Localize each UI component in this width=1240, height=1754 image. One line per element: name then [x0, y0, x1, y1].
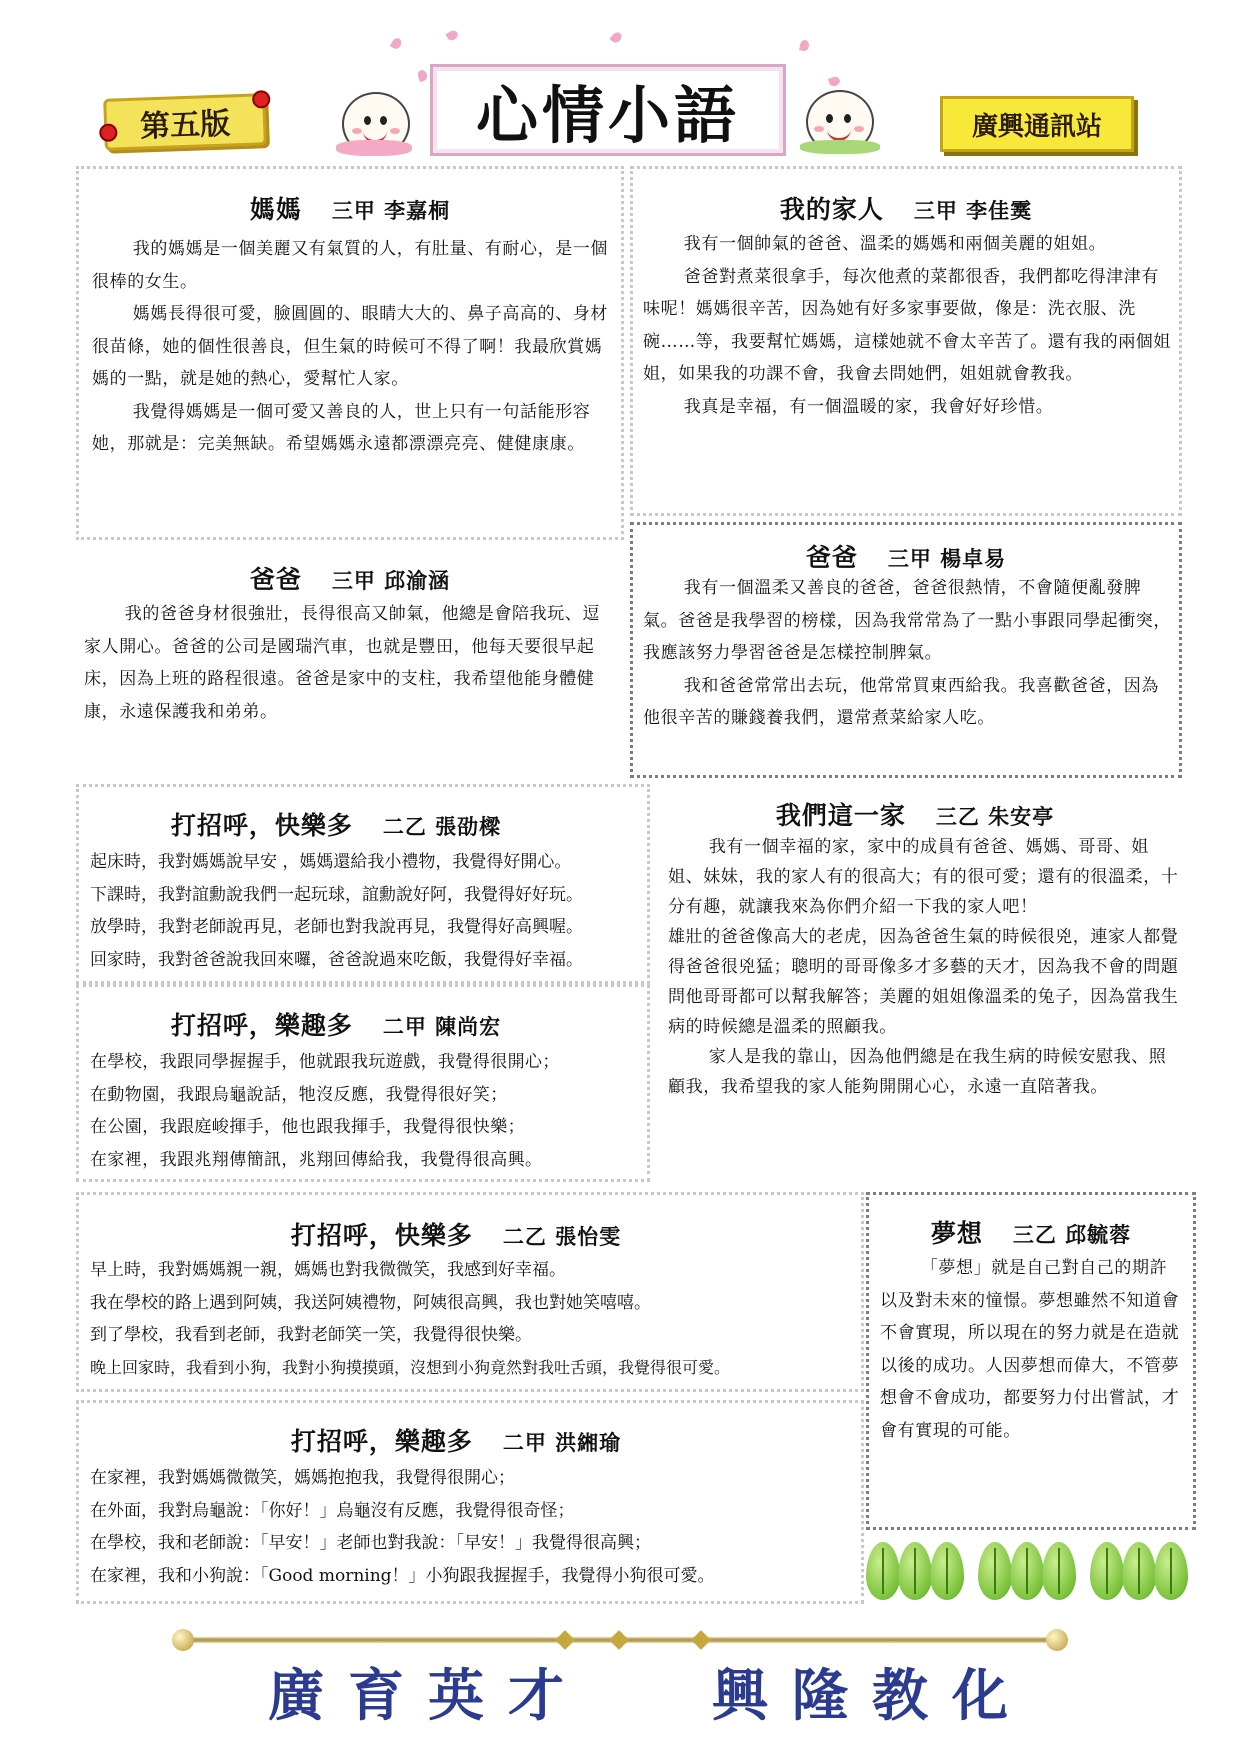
paragraph: 我有一個溫柔又善良的爸爸，爸爸很熱情，不會隨便亂發脾氣。爸爸是我學習的榜樣，因為我常常為了一點小事跟同學起衝突，我應該努力學習爸爸是怎樣控制脾氣。: [643, 578, 1171, 663]
article-title: [630, 538, 1182, 574]
article-heading: 夢想: [930, 1219, 983, 1248]
line: 在學校，我和老師說：「早安！」老師也對我說：「早安！」我覺得很高興；: [90, 1533, 651, 1553]
line: 早上時，我對媽媽親一親，媽媽也對我微微笑，我感到好幸福。: [90, 1260, 566, 1280]
leaf-icon: [898, 1542, 932, 1600]
article-title: [76, 806, 596, 842]
article-body: [668, 832, 1182, 1102]
page-title: 心情小語: [475, 78, 740, 152]
petal-icon: [445, 29, 459, 42]
leaf-icon: [1042, 1542, 1076, 1600]
paragraph: 我的媽媽是一個美麗又有氣質的人，有肚量、有耐心，是一個很棒的女生。: [92, 239, 608, 292]
article-body: [90, 846, 650, 976]
leaf-icon: [930, 1542, 964, 1600]
newsletter-badge: [940, 96, 1134, 152]
article-author: 二甲 洪緗瑜: [502, 1430, 622, 1455]
diamond-icon: [691, 1630, 711, 1650]
paragraph: 雄壯的爸爸像高大的老虎，因為爸爸生氣的時候很兇，連家人都覺得爸爸很兇猛；聰明的哥哥像多才多藝的天才，因為我不會的問題問他哥哥都可以幫我解答；美麗的姐姐像溫柔的兔子，因為當我生病的時候總是溫柔的照顧我。: [668, 927, 1179, 1037]
line: 放學時，我對老師說再見，老師也對我說再見，我覺得好高興喔。: [90, 917, 583, 937]
paragraph: 家人是我的靠山，因為他們總是在我生病的時候安慰我、照顧我，我希望我的家人能夠開開心心，永遠一直陪著我。: [668, 1047, 1167, 1097]
article-author: 三甲 邱渝涵: [331, 568, 451, 593]
petal-icon: [416, 69, 428, 82]
footer-motto-right: 興隆教化: [712, 1663, 1032, 1729]
article-title: [76, 560, 624, 596]
article-body: [90, 1046, 650, 1176]
article-heading: 打招呼，樂趣多: [170, 1011, 353, 1040]
pin-icon: [99, 123, 118, 142]
article-author: 二乙 張劭樑: [382, 814, 502, 839]
article-heading: 爸爸: [805, 543, 858, 572]
article-title: [866, 1214, 1196, 1250]
line: 回家時，我對爸爸說我回來囉，爸爸說過來吃飯，我覺得好幸福。: [90, 949, 583, 970]
line: 到了學校，我看到老師，我對老師笑一笑，我覺得很快樂。: [90, 1325, 532, 1345]
article-body: [643, 572, 1171, 735]
article-body: [643, 228, 1171, 423]
paragraph: 我和爸爸常常出去玩，他常常買東西給我。我喜歡爸爸，因為他很辛苦的賺錢養我們，還常煮菜給家人吃。: [643, 675, 1159, 728]
article-author: 三甲 楊卓易: [887, 546, 1007, 571]
article-title: [76, 1422, 836, 1458]
petal-icon: [799, 39, 810, 51]
article-title: [630, 190, 1182, 226]
line: 我在學校的路上遇到阿姨，我送阿姨禮物，阿姨很高興，我也對她笑嘻嘻。: [90, 1292, 651, 1313]
paragraph: 我覺得媽媽是一個可愛又善良的人，世上只有一句話能形容她，那就是：完美無缺。希望媽媽永遠都漂漂亮亮、健健康康。: [92, 401, 591, 454]
article-heading: 我們這一家: [775, 801, 906, 830]
article-author: 二甲 陳尚宏: [382, 1014, 502, 1039]
article-title: [76, 1216, 836, 1252]
line: 起床時，我對媽媽說早安 ，媽媽還給我小禮物，我覺得好開心。: [90, 852, 572, 872]
diamond-icon: [555, 1630, 575, 1650]
page-title-box: [430, 64, 786, 156]
article-author: 三乙 邱毓蓉: [1012, 1222, 1132, 1247]
line: 下課時，我對誼勳說我們一起玩球，誼勳說好阿，我覺得好好玩。: [90, 884, 583, 905]
leaf-icon: [1122, 1542, 1156, 1600]
article-heading: 打招呼，快樂多: [170, 811, 353, 840]
article-title: [76, 1006, 596, 1042]
article-author: 三乙 朱安亭: [935, 804, 1055, 829]
rod-knob-icon: [1046, 1629, 1068, 1651]
article-author: 三甲 李佳霙: [913, 198, 1033, 223]
article-heading: 打招呼，樂趣多: [290, 1427, 473, 1456]
article-body: [880, 1252, 1180, 1447]
diamond-icon: [609, 1630, 629, 1650]
line: 晚上回家時，我看到小狗，我對小狗摸摸頭，沒想到小狗竟然對我吐舌頭，我覺得很可愛。: [90, 1357, 731, 1377]
petal-icon: [390, 36, 403, 50]
article-body: [84, 598, 608, 728]
line: 在公園，我跟庭峻揮手，他也跟我揮手，我覺得很快樂；: [90, 1117, 525, 1137]
page-number-label: 第五版: [139, 106, 231, 145]
leaf-icon: [1154, 1542, 1188, 1600]
line: 在學校，我跟同學握握手，他就跟我玩遊戲，我覺得很開心；: [90, 1052, 560, 1072]
leaf-icon: [978, 1542, 1012, 1600]
paragraph: 我有一個帥氣的爸爸、溫柔的媽媽和兩個美麗的姐姐。: [683, 234, 1107, 254]
paragraph: 「夢想」就是自己對自己的期許以及對未來的憧憬。夢想雖然不知道會不會實現，所以現在的努力就是在造就以後的成功。人因夢想而偉大，不管夢想會不會成功，都要努力付出嘗試，才會有實現的可能。: [880, 1258, 1180, 1441]
line: 在家裡，我和小狗說：「Good morning！」小狗跟我握握手，我覺得小狗很可愛。: [90, 1565, 715, 1586]
flower-base-icon: [336, 140, 412, 156]
footer-motto-left: 廣育英才: [268, 1663, 588, 1729]
leaf-icon: [866, 1542, 900, 1600]
line: 在外面，我對烏龜說：「你好！」烏龜沒有反應，我覺得很奇怪；: [90, 1500, 575, 1521]
paragraph: 我真是幸福，有一個溫暖的家，我會好好珍惜。: [683, 396, 1054, 417]
leaf-icon: [1010, 1542, 1044, 1600]
paragraph: 我有一個幸福的家，家中的成員有爸爸、媽媽、哥哥、姐姐、妹妹，我的家人有的很高大；有的很可愛；還有的很溫柔，十分有趣，就讓我來為你們介紹一下我的家人吧！: [668, 837, 1179, 917]
petal-icon: [610, 30, 624, 44]
line: 在家裡，我對媽媽微微笑，媽媽抱抱我，我覺得很開心；: [90, 1468, 515, 1488]
page-number-badge: [103, 93, 267, 151]
article-heading: 爸爸: [249, 565, 302, 594]
article-title: [76, 190, 624, 226]
paragraph: 我的爸爸身材很強壯，長得很高又帥氣，他總是會陪我玩、逗家人開心。爸爸的公司是國瑞汽車，也就是豐田，他每天要很早起床，因為上班的路程很遠。爸爸是家中的支柱，我希望他能身體健康，永遠保護我和弟弟。: [84, 604, 600, 722]
article-author: 三甲 李嘉桐: [331, 198, 451, 223]
article-heading: 我的家人: [779, 195, 884, 224]
article-body: [92, 233, 614, 461]
newsletter-label: 廣興通訊站: [971, 111, 1102, 142]
article-body: [90, 1254, 860, 1384]
pin-icon: [252, 90, 271, 109]
article-title: [650, 796, 1180, 832]
leaf-icon: [1090, 1542, 1124, 1600]
petal-icon: [828, 75, 841, 87]
line: 在動物園，我跟烏龜說話，牠沒反應，我覺得很好笑；: [90, 1084, 508, 1105]
article-body: [90, 1462, 860, 1592]
paragraph: 媽媽長得很可愛，臉圓圓的、眼睛大大的、鼻子高高的、身材很苗條，她的個性很善良，但生氣的時候可不得了啊！我最欣賞媽媽的一點，就是她的熱心，愛幫忙人家。: [92, 304, 608, 389]
grass-icon: [800, 140, 880, 154]
article-heading: 媽媽: [249, 195, 302, 224]
paragraph: 爸爸對煮菜很拿手，每次他煮的菜都很香，我們都吃得津津有味呢！媽媽很辛苦，因為她有好多家事要做，像是：洗衣服、洗碗……等，我要幫忙媽媽，這樣她就不會太辛苦了。還有我的兩個姐姐，如果我的功課不會，我會去問她們，姐姐就會教我。: [643, 266, 1171, 384]
article-author: 二乙 張怡雯: [502, 1224, 622, 1249]
line: 在家裡，我跟兆翔傳簡訊，兆翔回傳給我，我覺得很高興。: [90, 1149, 543, 1170]
article-heading: 打招呼，快樂多: [290, 1221, 473, 1250]
rod-knob-icon: [172, 1629, 194, 1651]
